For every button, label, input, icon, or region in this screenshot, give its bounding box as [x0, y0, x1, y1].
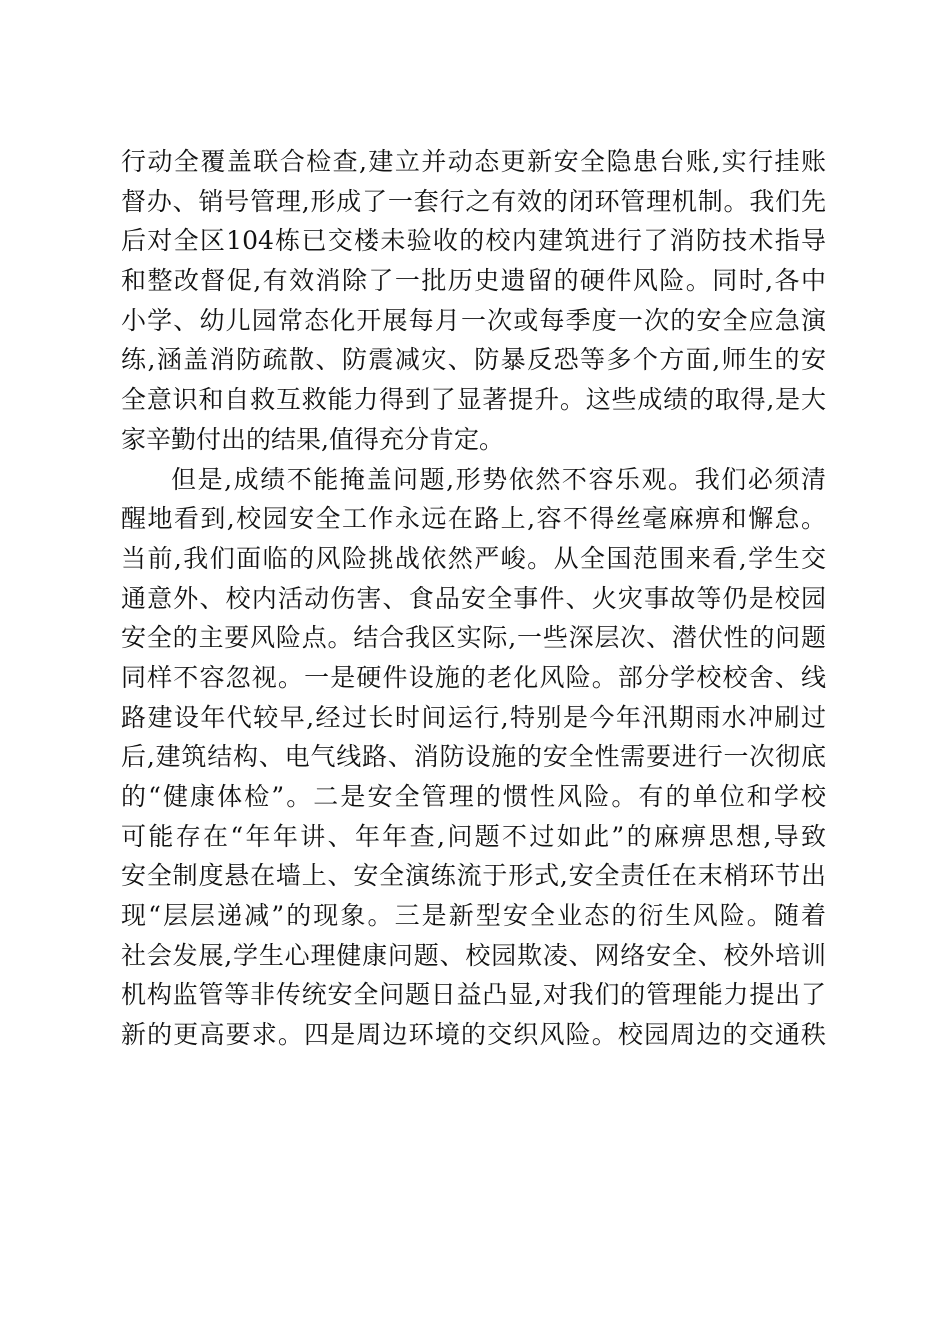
text-line: 后对全区104栋已交楼未验收的校内建筑进行了消防技术指导	[121, 226, 826, 256]
text-line: 全意识和自救互救能力得到了显著提升。这些成绩的取得,是大	[121, 385, 826, 415]
text-line: 醒地看到,校园安全工作永远在路上,容不得丝毫麻痹和懈怠。	[121, 504, 826, 534]
text-line: 后,建筑结构、电气线路、消防设施的安全性需要进行一次彻底	[121, 742, 826, 772]
text-line: 通意外、校内活动伤害、食品安全事件、火灾事故等仍是校园	[121, 583, 826, 613]
text-line: 当前,我们面临的风险挑战依然严峻。从全国范围来看,学生交	[121, 543, 826, 573]
text-line: 现“层层递减”的现象。三是新型安全业态的衍生风险。随着	[121, 901, 826, 931]
text-line: 练,涵盖消防疏散、防震减灾、防暴反恐等多个方面,师生的安	[121, 345, 826, 375]
text-line: 路建设年代较早,经过长时间运行,特别是今年汛期雨水冲刷过	[121, 702, 826, 732]
text-line: 安全制度悬在墙上、安全演练流于形式,安全责任在末梢环节出	[121, 861, 826, 891]
text-line: 但是,成绩不能掩盖问题,形势依然不容乐观。我们必须清	[171, 464, 826, 494]
text-line: 机构监管等非传统安全问题日益凸显,对我们的管理能力提出了	[121, 980, 826, 1010]
text-line: 社会发展,学生心理健康问题、校园欺凌、网络安全、校外培训	[121, 940, 826, 970]
text-line: 和整改督促,有效消除了一批历史遗留的硬件风险。同时,各中	[121, 266, 826, 296]
text-line: 新的更高要求。四是周边环境的交织风险。校园周边的交通秩	[121, 1020, 826, 1050]
body-text	[121, 142, 826, 1055]
text-line: 小学、幼儿园常态化开展每月一次或每季度一次的安全应急演	[121, 305, 826, 335]
text-line: 督办、销号管理,形成了一套行之有效的闭环管理机制。我们先	[121, 186, 826, 216]
text-line: 可能存在“年年讲、年年查,问题不过如此”的麻痹思想,导致	[121, 821, 826, 851]
text-line: 家辛勤付出的结果,值得充分肯定。	[121, 424, 504, 454]
text-line: 安全的主要风险点。结合我区实际,一些深层次、潜伏性的问题	[121, 623, 826, 653]
text-line: 的“健康体检”。二是安全管理的惯性风险。有的单位和学校	[121, 782, 826, 811]
text-line: 同样不容忽视。一是硬件设施的老化风险。部分学校校舍、线	[121, 662, 826, 692]
text-line: 行动全覆盖联合检查,建立并动态更新安全隐患台账,实行挂账	[121, 147, 826, 176]
